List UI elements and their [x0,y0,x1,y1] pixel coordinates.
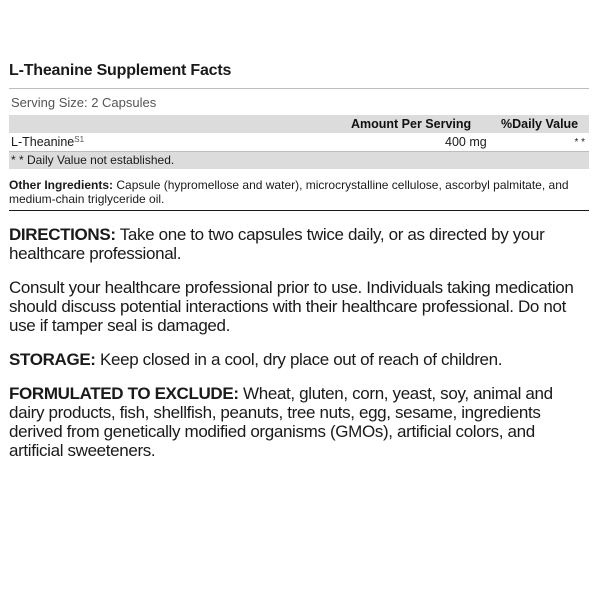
other-ingredients [9,178,589,206]
table-header [9,115,589,133]
storage-paragraph [9,350,589,369]
section-divider [9,210,589,211]
storage-label: STORAGE: [9,350,96,369]
consult-paragraph: Consult your healthcare professional prior to use. Individuals taking medication should discuss potential interactions with their healthcare professional. Do not use if tamper seal is damaged. [9,278,574,335]
table-row [9,133,589,152]
storage-text: Keep closed in a cool, dry place out of reach of children. [95,350,503,369]
other-ingredients-label: Other Ingredients: [9,178,114,192]
daily-value-footnote: * * Daily Value not established. [9,152,589,169]
ingredient-amount: 400 mg [445,135,487,149]
ingredient-name [9,135,445,149]
directions-text: Take one to two capsules twice daily, or as directed by your healthcare professional. [9,225,545,263]
supplement-label [9,60,591,460]
serving-size: Serving Size: 2 Capsules [11,95,157,110]
supplement-facts-table [9,88,589,169]
other-ingredients-text: Capsule (hypromellose and water), microcrystalline cellulose, ascorbyl palmitate, and medium-chain triglyceride oil. [9,178,569,206]
ingredient-name-text: L-Theanine [11,135,75,149]
formulated-paragraph [9,384,589,460]
formulated-text: Wheat, gluten, corn, yeast, soy, animal and dairy products, fish, shellfish, peanuts, tree nuts, egg, sesame, ingredients derived from genetically modified organisms (GMOs), artificial colors, and artificial sweeteners. [9,384,553,460]
formulated-label: FORMULATED TO EXCLUDE: [9,384,239,403]
directions-label: DIRECTIONS: [9,225,116,244]
ingredient-daily-value: * * [574,136,585,148]
header-amount-per-serving: Amount Per Serving [351,117,472,131]
header-daily-value: %Daily Value [501,117,579,131]
ingredient-superscript: S1 [74,135,85,144]
page-title: L-Theanine Supplement Facts [9,62,232,79]
directions-paragraph [9,225,589,263]
